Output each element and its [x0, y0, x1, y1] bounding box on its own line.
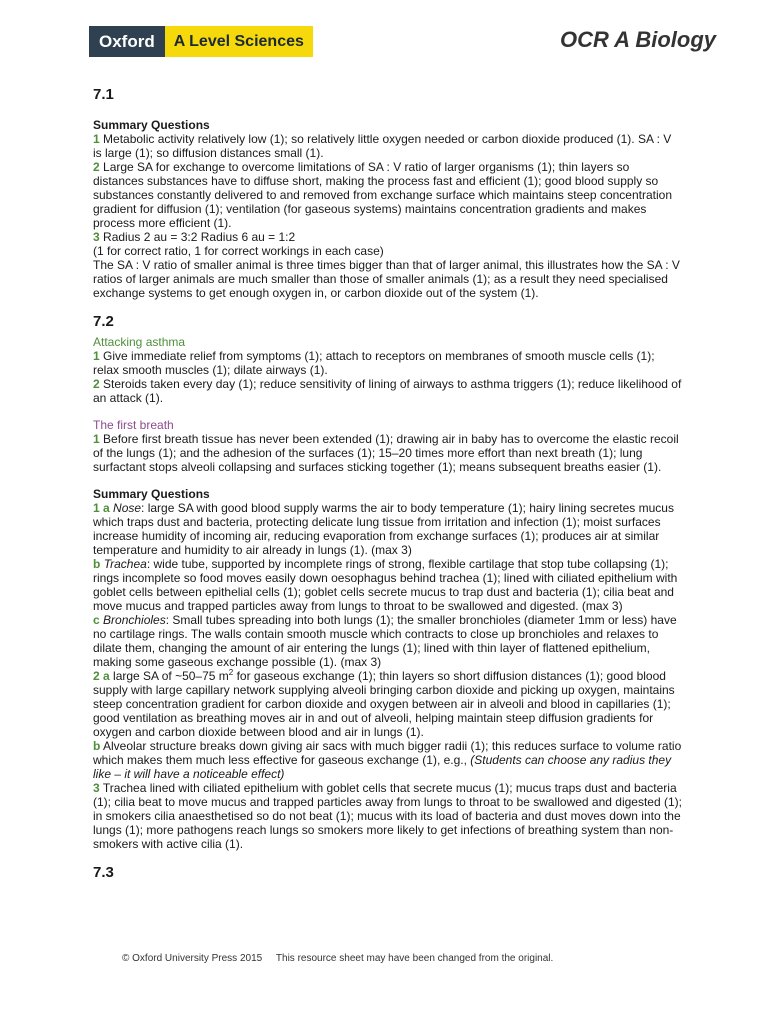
section-heading-7-2: 7.2: [93, 313, 114, 330]
answer-text: Trachea lined with ciliated epithelium with goblet cells that secrete mucus (1); mucus traps dust and bacteria (1); cilia beat to move mucus and trapped particles away from lungs to throat to be swallowed and digested (1); in smokers cilia anaesthetised so do not beat (1); mucus with its load of bacteria and dust moves down into the lungs (1); more pathogens reach lungs so smokers more likely to get infections of breathing system than non-smokers with active cilia (1).: [93, 781, 682, 851]
section-heading-7-1: 7.1: [93, 86, 114, 103]
answer-text: Give immediate relief from symptoms (1); attach to receptors on membranes of smooth muscle cells (1); relax smooth muscles (1); dilate airways (1).: [93, 349, 655, 377]
question-number: 1: [93, 132, 100, 146]
summary-questions-title: Summary Questions: [93, 118, 210, 132]
answer-text: : wide tube, supported by incomplete rings of strong, flexible cartilage that stop tube collapsing (1); rings incomplete so food moves easily down oesophagus behind trachea (1); lined with ciliated epithelium with goblet cells between epithelial cells (1); goblet cells secrete mucus to trap dust and bacteria (1); cilia beat and move mucus and trapped particles away from lungs to throat to be swallowed and digested. (max 3): [93, 557, 678, 613]
answer-text: Radius 2 au = 3:2 Radius 6 au = 1:2: [103, 230, 296, 244]
answer-text: : Small tubes spreading into both lungs (1); the smaller bronchioles (diameter 1mm or less) have no cartilage rings. The walls contain smooth muscle which contracts to close up bronchioles and relaxes to dilate them, changing the amount of air entering the lungs (1); lined with thin layer of flattened epithelium, making some gaseous exchange possible (1). (max 3): [93, 613, 677, 669]
answer-text: Before first breath tissue has never been extended (1); drawing air in baby has to overcome the elastic recoil of the lungs (1); and the adhesion of the surfaces (1); 15–20 times more effort than next breath (1); lung surfactant stops alveoli collapsing and surfaces sticking together (1); means subsequent breaths easier (1).: [93, 432, 679, 474]
answer-breath-1: [93, 432, 683, 474]
answer-7-2-q1a: [93, 501, 683, 557]
answer-asthma-2: [93, 377, 683, 405]
question-number: 3: [93, 230, 100, 244]
question-number: b: [93, 557, 101, 571]
answer-7-2-q3: [93, 781, 683, 851]
answer-text: Alveolar structure breaks down giving air sacs with much bigger radii (1); this reduces surface to volume ratio which makes them much less effective for gaseous exchange (1), e.g.,: [93, 739, 682, 767]
term: Bronchioles: [103, 613, 166, 627]
logo-sciences-text: A Level Sciences: [165, 26, 313, 57]
answer-text: for gaseous exchange (1); thin layers so short diffusion distances (1); good blood supply with large capillary network supplying alveoli bringing carbon dioxide and picking up oxygen, maintains steep concentration gradient for carbon dioxide and oxygen between air in alveoli and blood in capillaries (1); good ventilation as breathing moves air in and out of alveoli, helping maintain steep diffusion gradients for oxygen and carbon dioxide between blood and air in lungs (1).: [93, 669, 675, 739]
answer-7-1-q2: [93, 160, 683, 230]
answer-7-1-q3-text: The SA : V ratio of smaller animal is three times bigger than that of larger animal, this illustrates how the SA : V ratios of larger animals are much smaller than those of smaller animals (1); as a result they need specialised exchange systems to get enough oxygen in, or carbon dioxide out of the system (1).: [93, 258, 680, 300]
answer-7-1-q3-note: (1 for correct ratio, 1 for correct workings in each case): [93, 244, 384, 258]
term: Nose: [113, 501, 142, 515]
copyright-footer: © Oxford University Press 2015 This resource sheet may have been changed from the original.: [122, 953, 554, 964]
brand-title: OCR A Biology: [559, 27, 716, 52]
answer-7-2-q1c: [93, 613, 683, 669]
summary-questions-title: Summary Questions: [93, 487, 210, 501]
question-number: 1 a: [93, 501, 110, 515]
logo-oxford-text: Oxford: [89, 26, 165, 57]
answer-text: Metabolic activity relatively low (1); so relatively little oxygen needed or carbon dioxide produced (1). SA : V is large (1); so diffusion distances small (1).: [93, 132, 672, 160]
question-number: 3: [93, 781, 100, 795]
subheading-first-breath: The first breath: [93, 418, 174, 432]
question-number: 1: [93, 349, 100, 363]
section-heading-7-3: 7.3: [93, 864, 114, 881]
teacher-note: (Students can choose any radius they like – it will have a noticeable effect): [93, 753, 672, 781]
question-number: c: [93, 613, 100, 627]
answer-7-2-q1b: [93, 557, 683, 613]
subheading-attacking-asthma: Attacking asthma: [93, 335, 186, 349]
answer-asthma-1: [93, 349, 683, 377]
question-number: 2: [93, 377, 100, 391]
term: Trachea: [103, 557, 147, 571]
superscript: 2: [228, 668, 234, 677]
answer-text: : large SA with good blood supply warms the air to body temperature (1); hairy lining secretes mucus which traps dust and bacteria, protecting delicate lung tissue from irritation and infection (1); moist surfaces increase humidity of incoming air, reducing evaporation from exchange surfaces (1); produces air at similar temperature and humidity to air already in lungs (1). (max 3): [93, 501, 674, 557]
question-number: 2 a: [93, 669, 110, 683]
question-number: 1: [93, 432, 100, 446]
document-body: [93, 86, 683, 896]
answer-text: large SA of ~50–75 m: [113, 669, 229, 683]
answer-7-2-q2a: [93, 669, 683, 739]
answer-text: Large SA for exchange to overcome limitations of SA : V ratio of larger organisms (1); thin layers so distances substances have to diffuse short, making the process fast and efficient (1); good blood supply so substances constantly delivered to and removed from exchange surface which maintains steep concentration gradient for diffusion (1); ventilation (for gaseous systems) maintains concentration gradients and makes process more efficient (1).: [93, 160, 672, 230]
answer-7-1-q1: [93, 132, 683, 160]
answer-7-2-q2b: [93, 739, 683, 781]
answer-text: Steroids taken every day (1); reduce sensitivity of lining of airways to asthma triggers (1); reduce likelihood of an attack (1).: [93, 377, 682, 405]
oxford-logo: [89, 26, 313, 57]
question-number: b: [93, 739, 101, 753]
question-number: 2: [93, 160, 100, 174]
answer-7-1-q3: [93, 230, 683, 244]
